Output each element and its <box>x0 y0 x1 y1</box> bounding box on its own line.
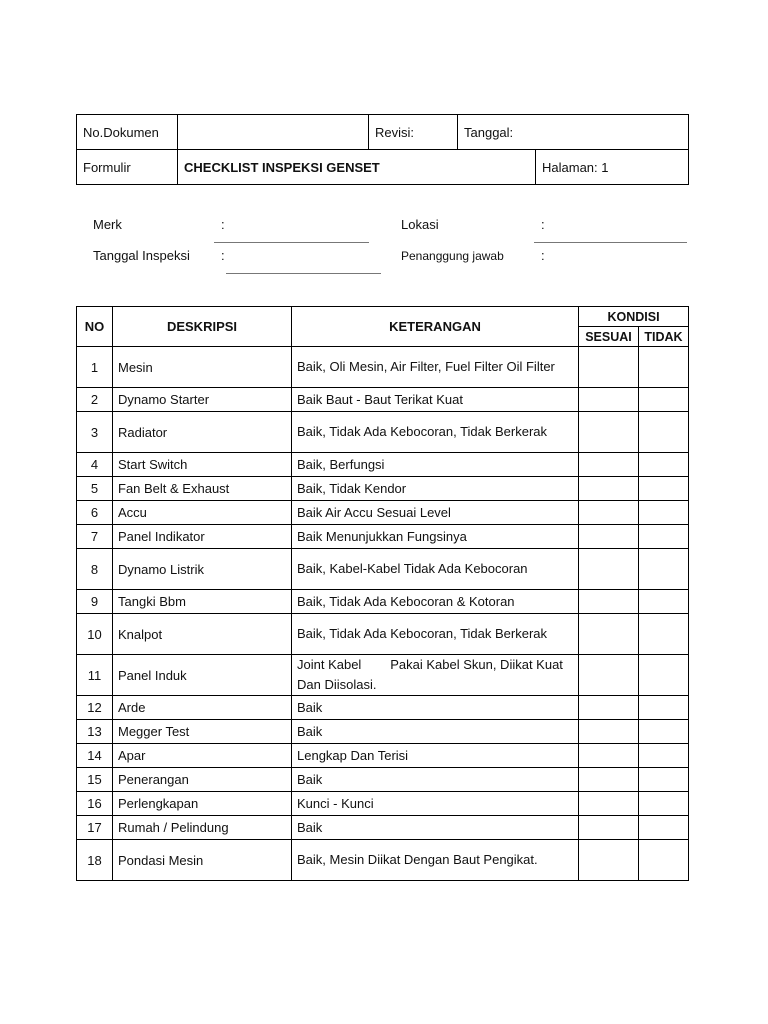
row-no: 9 <box>77 590 113 614</box>
info-section <box>93 213 693 283</box>
col-tidak-header: TIDAK <box>639 327 689 347</box>
row-keterangan: Joint Kabel Pakai Kabel Skun, Diikat Kuat Dan Diisolasi. <box>292 655 579 696</box>
row-deskripsi: Pondasi Mesin <box>113 840 292 881</box>
row-tidak-checkbox[interactable] <box>639 453 689 477</box>
row-tidak-checkbox[interactable] <box>639 792 689 816</box>
table-row <box>77 453 689 477</box>
lokasi-colon: : <box>541 217 545 232</box>
revisi-label: Revisi: <box>369 115 458 150</box>
row-deskripsi: Dynamo Listrik <box>113 549 292 590</box>
row-deskripsi: Arde <box>113 696 292 720</box>
row-deskripsi: Panel Indikator <box>113 525 292 549</box>
row-keterangan: Baik Menunjukkan Fungsinya <box>292 525 579 549</box>
row-keterangan: Baik, Kabel-Kabel Tidak Ada Kebocoran <box>292 549 579 590</box>
col-sesuai-header: SESUAI <box>579 327 639 347</box>
row-deskripsi: Rumah / Pelindung <box>113 816 292 840</box>
row-keterangan: Baik, Oli Mesin, Air Filter, Fuel Filter Oil Filter <box>292 347 579 388</box>
table-row <box>77 744 689 768</box>
row-tidak-checkbox[interactable] <box>639 696 689 720</box>
row-keterangan: Baik <box>292 696 579 720</box>
row-keterangan: Baik <box>292 768 579 792</box>
row-keterangan: Baik <box>292 720 579 744</box>
checklist-rows <box>77 347 689 881</box>
table-row <box>77 525 689 549</box>
row-tidak-checkbox[interactable] <box>639 590 689 614</box>
row-no: 4 <box>77 453 113 477</box>
row-keterangan: Baik, Tidak Ada Kebocoran, Tidak Berkerak <box>292 412 579 453</box>
row-deskripsi: Knalpot <box>113 614 292 655</box>
no-dokumen-value[interactable] <box>178 115 369 150</box>
table-row <box>77 720 689 744</box>
table-row <box>77 768 689 792</box>
row-deskripsi: Mesin <box>113 347 292 388</box>
row-sesuai-checkbox[interactable] <box>579 792 639 816</box>
row-deskripsi: Tangki Bbm <box>113 590 292 614</box>
row-keterangan: Baik, Mesin Diikat Dengan Baut Pengikat. <box>292 840 579 881</box>
row-deskripsi: Perlengkapan <box>113 792 292 816</box>
row-tidak-checkbox[interactable] <box>639 525 689 549</box>
row-no: 6 <box>77 501 113 525</box>
table-row <box>77 501 689 525</box>
checklist-table <box>76 306 689 881</box>
row-tidak-checkbox[interactable] <box>639 412 689 453</box>
tanggal-inspeksi-input-line[interactable] <box>226 273 381 274</box>
penanggung-jawab-colon: : <box>541 248 545 263</box>
row-deskripsi: Apar <box>113 744 292 768</box>
row-no: 2 <box>77 388 113 412</box>
tanggal-inspeksi-label: Tanggal Inspeksi <box>93 248 190 263</box>
row-tidak-checkbox[interactable] <box>639 477 689 501</box>
row-sesuai-checkbox[interactable] <box>579 720 639 744</box>
row-deskripsi: Accu <box>113 501 292 525</box>
row-sesuai-checkbox[interactable] <box>579 816 639 840</box>
col-deskripsi-header: DESKRIPSI <box>113 307 292 347</box>
row-no: 8 <box>77 549 113 590</box>
row-deskripsi: Penerangan <box>113 768 292 792</box>
row-no: 17 <box>77 816 113 840</box>
row-sesuai-checkbox[interactable] <box>579 590 639 614</box>
document-header-table <box>76 114 689 185</box>
row-keterangan: Kunci - Kunci <box>292 792 579 816</box>
row-keterangan: Baik, Berfungsi <box>292 453 579 477</box>
row-keterangan: Baik Baut - Baut Terikat Kuat <box>292 388 579 412</box>
table-row <box>77 347 689 388</box>
row-tidak-checkbox[interactable] <box>639 816 689 840</box>
row-keterangan: Baik, Tidak Ada Kebocoran, Tidak Berkerak <box>292 614 579 655</box>
row-no: 1 <box>77 347 113 388</box>
row-deskripsi: Panel Induk <box>113 655 292 696</box>
row-sesuai-checkbox[interactable] <box>579 453 639 477</box>
row-tidak-checkbox[interactable] <box>639 840 689 881</box>
table-row <box>77 388 689 412</box>
row-keterangan: Lengkap Dan Terisi <box>292 744 579 768</box>
row-tidak-checkbox[interactable] <box>639 549 689 590</box>
table-row <box>77 477 689 501</box>
row-no: 18 <box>77 840 113 881</box>
row-no: 13 <box>77 720 113 744</box>
row-deskripsi: Fan Belt & Exhaust <box>113 477 292 501</box>
tanggal-label: Tanggal: <box>458 115 689 150</box>
row-deskripsi: Radiator <box>113 412 292 453</box>
merk-input-line[interactable] <box>214 242 369 243</box>
row-sesuai-checkbox[interactable] <box>579 347 639 388</box>
row-no: 5 <box>77 477 113 501</box>
row-tidak-checkbox[interactable] <box>639 744 689 768</box>
row-sesuai-checkbox[interactable] <box>579 840 639 881</box>
table-row <box>77 590 689 614</box>
row-tidak-checkbox[interactable] <box>639 501 689 525</box>
table-row <box>77 412 689 453</box>
no-dokumen-label: No.Dokumen <box>77 115 178 150</box>
row-sesuai-checkbox[interactable] <box>579 696 639 720</box>
row-tidak-checkbox[interactable] <box>639 347 689 388</box>
row-sesuai-checkbox[interactable] <box>579 744 639 768</box>
row-no: 12 <box>77 696 113 720</box>
row-tidak-checkbox[interactable] <box>639 388 689 412</box>
row-keterangan: Baik <box>292 816 579 840</box>
row-tidak-checkbox[interactable] <box>639 720 689 744</box>
halaman-label: Halaman: 1 <box>536 150 689 185</box>
row-tidak-checkbox[interactable] <box>639 655 689 696</box>
row-sesuai-checkbox[interactable] <box>579 412 639 453</box>
penanggung-jawab-label: Penanggung jawab <box>401 249 504 263</box>
row-tidak-checkbox[interactable] <box>639 768 689 792</box>
row-sesuai-checkbox[interactable] <box>579 549 639 590</box>
row-sesuai-checkbox[interactable] <box>579 614 639 655</box>
row-no: 10 <box>77 614 113 655</box>
col-no-header: NO <box>77 307 113 347</box>
table-row <box>77 696 689 720</box>
row-no: 16 <box>77 792 113 816</box>
row-tidak-checkbox[interactable] <box>639 614 689 655</box>
lokasi-input-line[interactable] <box>534 242 687 243</box>
merk-colon: : <box>221 217 225 232</box>
row-sesuai-checkbox[interactable] <box>579 388 639 412</box>
merk-label: Merk <box>93 217 122 232</box>
col-keterangan-header: KETERANGAN <box>292 307 579 347</box>
row-keterangan: Baik Air Accu Sesuai Level <box>292 501 579 525</box>
row-no: 7 <box>77 525 113 549</box>
row-no: 14 <box>77 744 113 768</box>
row-no: 11 <box>77 655 113 696</box>
table-row <box>77 549 689 590</box>
row-sesuai-checkbox[interactable] <box>579 525 639 549</box>
row-deskripsi: Dynamo Starter <box>113 388 292 412</box>
row-sesuai-checkbox[interactable] <box>579 501 639 525</box>
table-row <box>77 792 689 816</box>
tanggal-inspeksi-colon: : <box>221 248 225 263</box>
table-row <box>77 655 689 696</box>
table-row <box>77 614 689 655</box>
formulir-label: Formulir <box>77 150 178 185</box>
row-sesuai-checkbox[interactable] <box>579 655 639 696</box>
row-keterangan: Baik, Tidak Kendor <box>292 477 579 501</box>
col-kondisi-header: KONDISI <box>579 307 689 327</box>
row-deskripsi: Start Switch <box>113 453 292 477</box>
row-sesuai-checkbox[interactable] <box>579 477 639 501</box>
row-no: 15 <box>77 768 113 792</box>
table-row <box>77 816 689 840</box>
row-deskripsi: Megger Test <box>113 720 292 744</box>
table-row <box>77 840 689 881</box>
form-title: CHECKLIST INSPEKSI GENSET <box>178 150 536 185</box>
row-keterangan: Baik, Tidak Ada Kebocoran & Kotoran <box>292 590 579 614</box>
lokasi-label: Lokasi <box>401 217 439 232</box>
row-sesuai-checkbox[interactable] <box>579 768 639 792</box>
row-no: 3 <box>77 412 113 453</box>
